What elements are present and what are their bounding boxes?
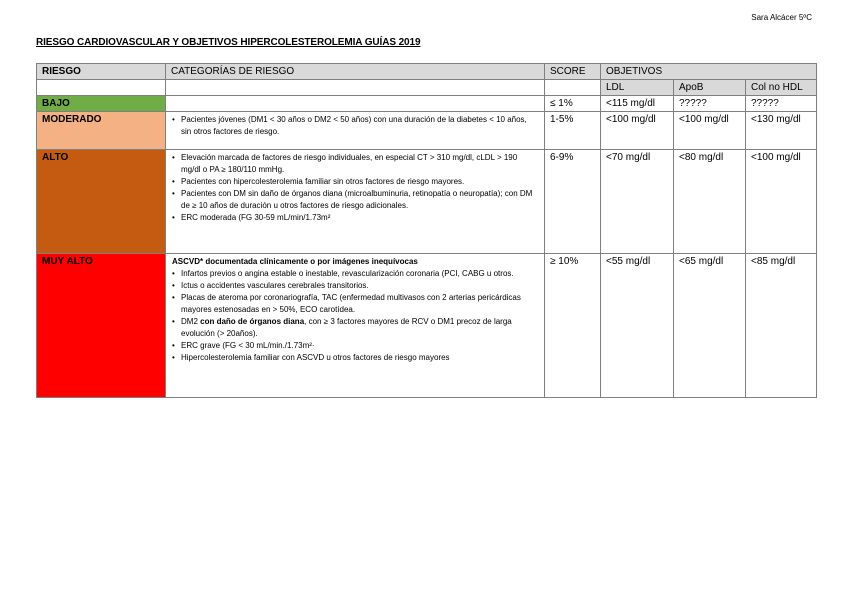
subheader-blank — [37, 80, 166, 96]
subheader-row — [37, 80, 817, 96]
row-moderado — [37, 112, 817, 150]
apob-muy-alto: <65 mg/dl — [674, 254, 746, 398]
dm2-bold: con daño de órganos diana — [200, 317, 305, 326]
score-muy-alto: ≥ 10% — [545, 254, 601, 398]
list-item: • Pacientes con hipercolesterolemia familiar sin otros factores de riesgo mayores. — [172, 176, 538, 188]
header-ldl: LDL — [601, 80, 674, 96]
header-categorias: CATEGORÍAS DE RIESGO — [166, 64, 545, 80]
header-score: SCORE — [545, 64, 601, 80]
colnohdl-alto: <100 mg/dl — [746, 150, 817, 254]
risk-table — [36, 63, 817, 398]
level-moderado: MODERADO — [37, 112, 166, 150]
header-row — [37, 64, 817, 80]
colnohdl-bajo: ????? — [746, 96, 817, 112]
list-item: • Pacientes con DM sin daño de órganos diana (microalbuminuria, retinopatía o neuropatía); con DM de ≥ 10 años de duración u otros factores de riesgo adicionales. — [172, 188, 538, 212]
list-item — [172, 316, 538, 340]
author-name: Sara Alcácer 5ºC — [751, 13, 812, 22]
ldl-alto: <70 mg/dl — [601, 150, 674, 254]
apob-moderado: <100 mg/dl — [674, 112, 746, 150]
list-item: • Pacientes jóvenes (DM1 < 30 años o DM2 < 50 años) con una duración de la diabetes < 10 años, sin otros factores de riesgo. — [172, 114, 538, 138]
score-bajo: ≤ 1% — [545, 96, 601, 112]
row-muy-alto — [37, 254, 817, 398]
page-title: RIESGO CARDIOVASCULAR Y OBJETIVOS HIPERCOLESTEROLEMIA GUÍAS 2019 — [36, 37, 421, 48]
muy-alto-lead: ASCVD* documentada clínicamente o por imágenes inequívocas — [172, 257, 418, 266]
categories-muy-alto — [166, 254, 545, 398]
ldl-muy-alto: <55 mg/dl — [601, 254, 674, 398]
list-item: • Infartos previos o angina estable o inestable, revascularización coronaria (PCI, CABG u otros. — [172, 268, 538, 280]
header-colnohdl: Col no HDL — [746, 80, 817, 96]
row-bajo — [37, 96, 817, 112]
categories-alto — [166, 150, 545, 254]
list-item: • Hipercolesterolemia familiar con ASCVD u otros factores de riesgo mayores — [172, 352, 538, 364]
dm2-prefix: DM2 — [181, 317, 201, 326]
header-apob: ApoB — [674, 80, 746, 96]
level-muy-alto: MUY ALTO — [37, 254, 166, 398]
score-alto: 6-9% — [545, 150, 601, 254]
list-item: • ERC grave (FG < 30 mL/min./1.73m²· — [172, 340, 538, 352]
dm2-rest: , con ≥ 3 factores mayores de RCV o DM1 precoz de larga evolución (> 20años). — [181, 317, 512, 338]
level-alto: ALTO — [37, 150, 166, 254]
categories-bajo — [166, 96, 545, 112]
level-bajo: BAJO — [37, 96, 166, 112]
list-item: • ERC moderada (FG 30-59 mL/min/1.73m² — [172, 212, 538, 224]
ldl-moderado: <100 mg/dl — [601, 112, 674, 150]
apob-alto: <80 mg/dl — [674, 150, 746, 254]
score-moderado: 1-5% — [545, 112, 601, 150]
header-objetivos: OBJETIVOS — [601, 64, 817, 80]
colnohdl-muy-alto: <85 mg/dl — [746, 254, 817, 398]
ldl-bajo: <115 mg/dl — [601, 96, 674, 112]
header-riesgo: RIESGO — [37, 64, 166, 80]
subheader-blank — [545, 80, 601, 96]
subheader-blank — [166, 80, 545, 96]
colnohdl-moderado: <130 mg/dl — [746, 112, 817, 150]
list-item: • Placas de ateroma por coronariografía, TAC (enfermedad multivasos con 2 arterias pericárdicas mayores estenosadas en > 50%, ECO carotídea. — [172, 292, 538, 316]
list-item: • Elevación marcada de factores de riesgo individuales, en especial CT > 310 mg/dl, cLDL > 190 mg/dl o PA ≥ 180/110 mmHg. — [172, 152, 538, 176]
categories-moderado — [166, 112, 545, 150]
list-item: • Ictus o accidentes vasculares cerebrales transitorios. — [172, 280, 538, 292]
row-alto — [37, 150, 817, 254]
apob-bajo: ????? — [674, 96, 746, 112]
